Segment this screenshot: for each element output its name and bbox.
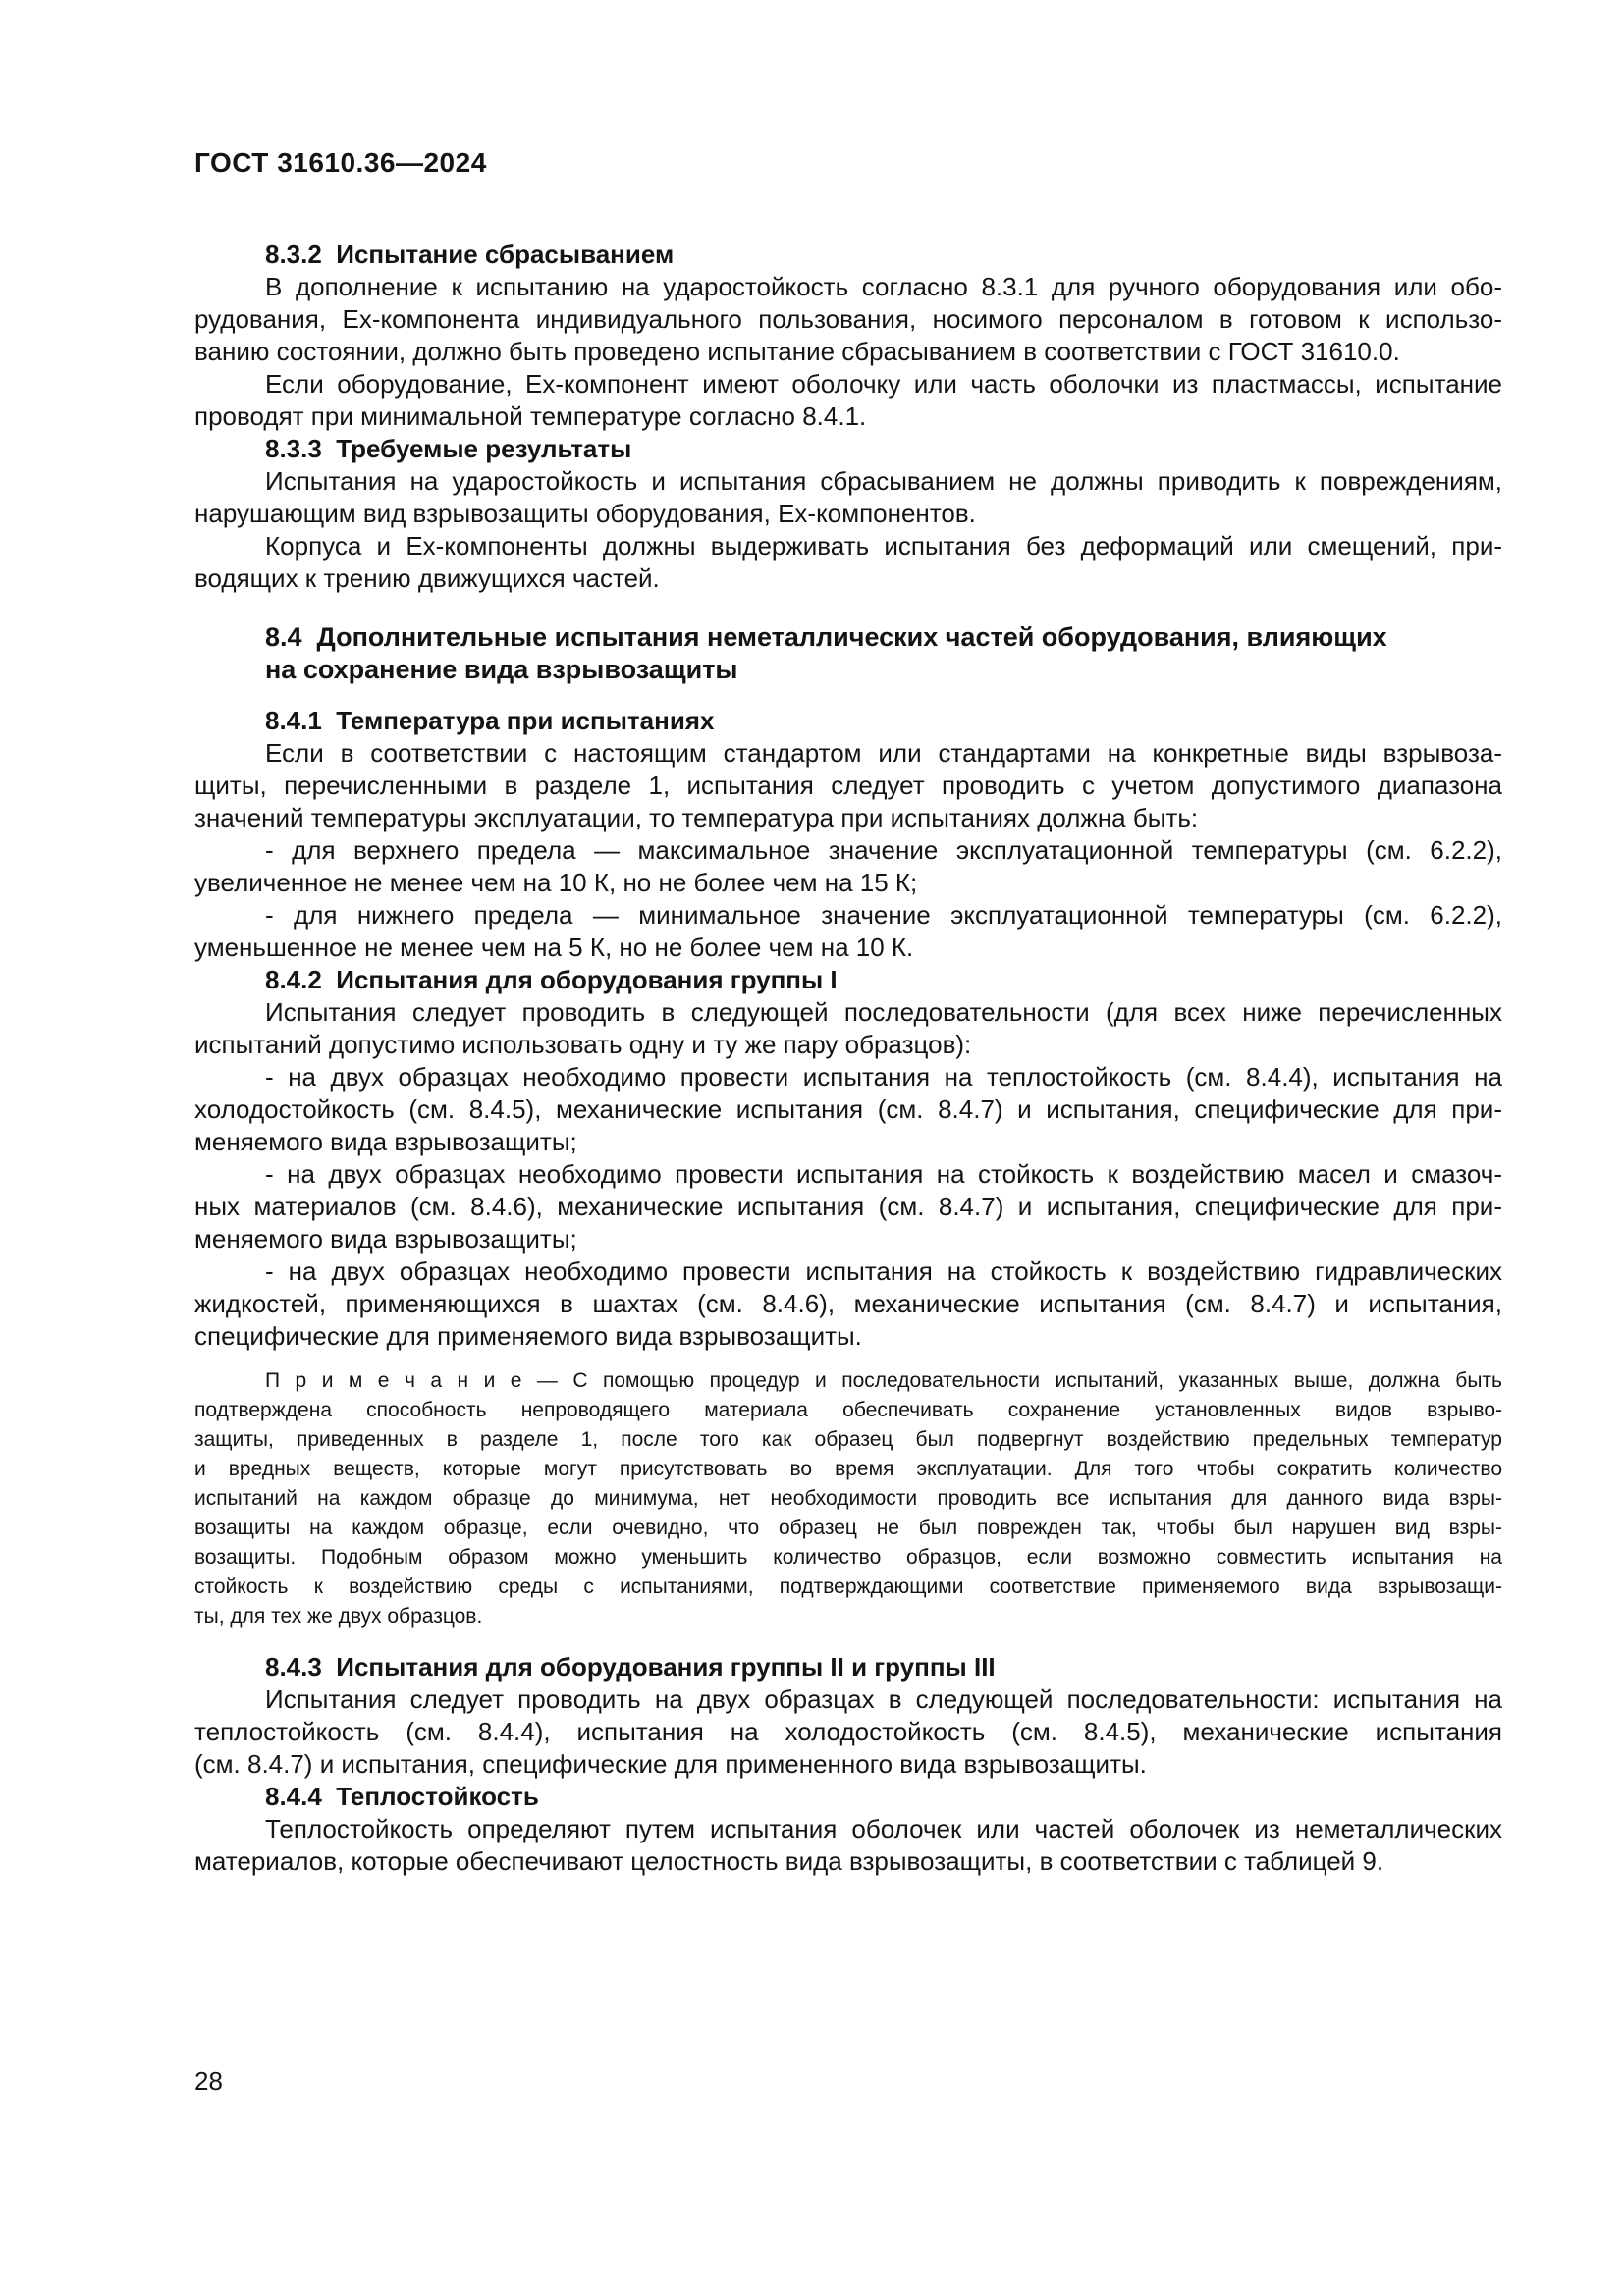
text-line: меняемого вида взрывозащиты;	[194, 1127, 577, 1156]
text-line: теплостойкость (см. 8.4.4), испытания на холодостойкость (см. 8.4.5), механические испытания	[194, 1717, 1502, 1746]
text-line: холодостойкость (см. 8.4.5), механические испытания (см. 8.4.7) и испытания, специфические для при-	[194, 1095, 1502, 1124]
text-line: проводят при минимальной температуре согласно 8.4.1.	[194, 401, 867, 431]
text-line: В дополнение к испытанию на ударостойкость согласно 8.3.1 для ручного оборудования или обо-	[265, 272, 1502, 301]
text-line: 8.4 Дополнительные испытания неметаллических частей оборудования, влияющих	[265, 622, 1387, 652]
text-line: меняемого вида взрывозащиты;	[194, 1224, 577, 1254]
paragraph	[194, 465, 1502, 530]
text-line: 8.4.4 Теплостойкость	[265, 1782, 539, 1811]
page-number: 28	[194, 2066, 223, 2096]
text-line: возащиты на каждом образце, если очевидно, что образец не был поврежден так, чтобы был нарушен вид взры-	[194, 1517, 1502, 1539]
text-line: 8.4.3 Испытания для оборудования группы II и группы III	[265, 1652, 996, 1682]
text-line: - на двух образцах необходимо провести испытания на теплостойкость (см. 8.4.4), испытания на	[265, 1062, 1502, 1092]
text-line: специфические для применяемого вида взрывозащиты.	[194, 1321, 862, 1351]
paragraph	[194, 530, 1502, 595]
text-line: нарушающим вид взрывозащиты оборудования, Ex-компонентов.	[194, 499, 976, 528]
section-heading	[194, 621, 1502, 686]
paragraph	[194, 1813, 1502, 1878]
text-line: - на двух образцах необходимо провести испытания на стойкость к воздействию гидравлических	[265, 1256, 1502, 1286]
note-paragraph	[194, 1366, 1502, 1631]
text-line: ванию состоянии, должно быть проведено испытание сбрасыванием в соответствии с ГОСТ 31610.0.	[194, 337, 1400, 366]
text-line: Корпуса и Ex-компоненты должны выдерживать испытания без деформаций или смещений, при-	[265, 531, 1502, 561]
text-line: - на двух образцах необходимо провести испытания на стойкость к воздействию масел и смазоч-	[265, 1159, 1502, 1189]
subsection-heading	[194, 1781, 1502, 1813]
text-line: жидкостей, применяющихся в шахтах (см. 8.4.6), механические испытания (см. 8.4.7) и испытания,	[194, 1289, 1502, 1318]
paragraph	[194, 1683, 1502, 1781]
text-line: Испытания следует проводить на двух образцах в следующей последовательности: испытания на	[265, 1684, 1502, 1714]
text-line: подтверждена способность непроводящего материала обеспечивать сохранение установленных видов взрыво-	[194, 1399, 1502, 1421]
text-line: - для верхнего предела — максимальное значение эксплуатационной температуры (см. 6.2.2),	[265, 835, 1502, 865]
text-line: П р и м е ч а н и е — С помощью процедур и последовательности испытаний, указанных выше, должна быть	[265, 1369, 1502, 1392]
text-line: 8.3.2 Испытание сбрасыванием	[265, 240, 675, 269]
text-line: испытаний на каждом образце до минимума, нет необходимости проводить все испытания для данного вида взры-	[194, 1487, 1502, 1510]
paragraph	[194, 996, 1502, 1061]
paragraph	[194, 1061, 1502, 1158]
text-line: Испытания на ударостойкость и испытания сбрасыванием не должны приводить к повреждениям,	[265, 466, 1502, 496]
text-line: материалов, которые обеспечивают целостность вида взрывозащиты, в соответствии с таблицей 9.	[194, 1846, 1384, 1876]
text-line: 8.3.3 Требуемые результаты	[265, 434, 632, 463]
text-line: испытаний допустимо использовать одну и ту же пару образцов):	[194, 1030, 972, 1059]
paragraph	[194, 1158, 1502, 1255]
text-line: 8.4.1 Температура при испытаниях	[265, 706, 715, 735]
text-line: рудования, Ex-компонента индивидуального пользования, носимого персоналом в готовом к использо-	[194, 304, 1502, 334]
text-line: возащиты. Подобным образом можно уменьшить количество образцов, если возможно совместить испытания на	[194, 1546, 1502, 1569]
text-line: (см. 8.4.7) и испытания, специфические для примененного вида взрывозащиты.	[194, 1749, 1147, 1779]
text-line: и вредных веществ, которые могут присутствовать во время эксплуатации. Для того чтобы сократить количество	[194, 1458, 1502, 1480]
text-line: на сохранение вида взрывозащиты	[265, 655, 738, 684]
document-header-standard-number: ГОСТ 31610.36—2024	[194, 147, 487, 178]
text-line: 8.4.2 Испытания для оборудования группы I	[265, 965, 838, 994]
document-body	[194, 239, 1502, 1878]
text-line: ты, для тех же двух образцов.	[194, 1605, 483, 1628]
paragraph	[194, 899, 1502, 964]
text-line: щиты, перечисленными в разделе 1, испытания следует проводить с учетом допустимого диапазона	[194, 771, 1502, 800]
text-line: Если в соответствии с настоящим стандартом или стандартами на конкретные виды взрывоза-	[265, 738, 1502, 768]
paragraph	[194, 271, 1502, 368]
subsection-heading	[194, 1651, 1502, 1683]
text-line: - для нижнего предела — минимальное значение эксплуатационной температуры (см. 6.2.2),	[265, 900, 1502, 930]
paragraph	[194, 737, 1502, 834]
subsection-heading	[194, 964, 1502, 996]
subsection-heading	[194, 433, 1502, 465]
text-line: увеличенное не менее чем на 10 К, но не более чем на 15 К;	[194, 868, 918, 897]
subsection-heading	[194, 705, 1502, 737]
paragraph	[194, 1255, 1502, 1353]
text-line: водящих к трению движущихся частей.	[194, 563, 660, 593]
paragraph	[194, 834, 1502, 899]
text-line: стойкость к воздействию среды с испытаниями, подтверждающими соответствие применяемого вида взрывозащи-	[194, 1575, 1502, 1598]
paragraph	[194, 368, 1502, 433]
text-line: защиты, приведенных в разделе 1, после того как образец был подвергнут воздействию предельных температур	[194, 1428, 1502, 1451]
text-line: значений температуры эксплуатации, то температура при испытаниях должна быть:	[194, 803, 1199, 832]
text-line: ных материалов (см. 8.4.6), механические испытания (см. 8.4.7) и испытания, специфические для при-	[194, 1192, 1502, 1221]
text-line: Если оборудование, Ex-компонент имеют оболочку или часть оболочки из пластмассы, испытание	[265, 369, 1502, 399]
text-line: Теплостойкость определяют путем испытания оболочек или частей оболочек из неметаллических	[265, 1814, 1502, 1843]
text-line: Испытания следует проводить в следующей последовательности (для всех ниже перечисленных	[265, 997, 1502, 1027]
text-line: уменьшенное не менее чем на 5 К, но не более чем на 10 К.	[194, 933, 914, 962]
subsection-heading	[194, 239, 1502, 271]
